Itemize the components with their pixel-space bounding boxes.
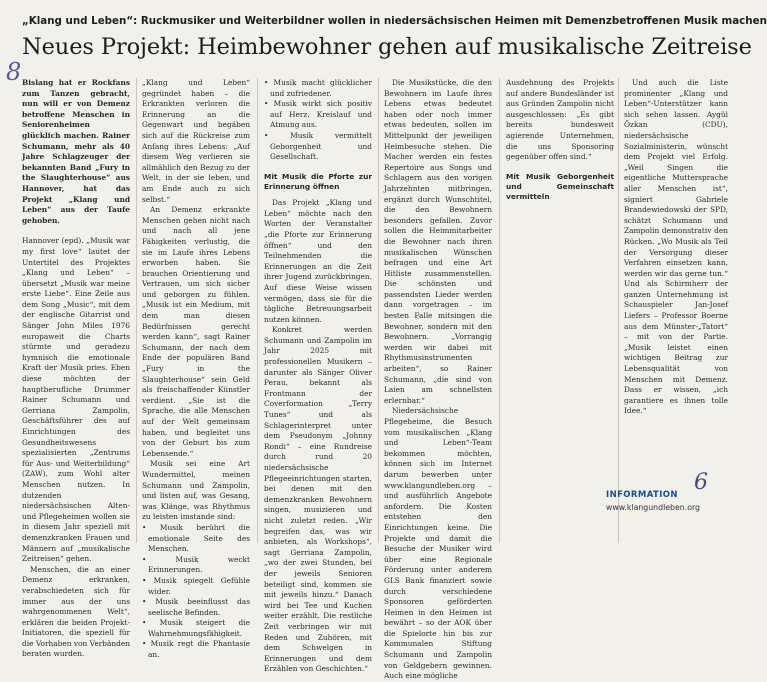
body-paragraph: Und auch die Liste prominenter „Klang und Leben“-Unterstützer kann sich sehen lassen. Aygül Özkan (CDU), niedersächsische Sozialministerin, wünscht dem Projekt viel Erfolg. „Weil Singen die eigentliche Muttersprache aller Menschen ist“, signiert Gabriele Brandewiedowski der SPD, schätzt Schumann und Zampolin demonstrativ den Rücken. „Wo Musik als Teil der Versorgung dieser Verfahren einsetzen kann, werden wir das gerne tun.“ Und als Schirmherr der ganzen Unternehmung ist Schauspieler Jan-Josef Liefers – Professor Boerne aus dem Münster-„Tatort“ – mit von der Partie. „Musik leistet einen wichtigen Beitrag zur Lebensqualität von Menschen mit Demenz. Dass er wissen, „ich garantiere es ihnen tolle Idee.“ (624, 78, 728, 416)
column-divider (499, 78, 500, 543)
list-item: • Musik vermittelt Geborgenheit und Gesellschaft. (264, 131, 372, 163)
body-paragraph: Musik sei eine Art Wundermittel, meinen Schumann und Zampolin, und listen auf, was Gesang, was Klänge, was Rhythmus zu leisten imstande sind: (142, 459, 250, 522)
article-lead: Bislang hat er Rockfans zum Tanzen gebracht, nun will er von Demenz betroffene Menschen in Seniorenheimen glücklich machen. Rainer Schumann, mehr als 40 Jahre Schlagzeuger der bekannten Band „Fury in the Slaughterhouse“ aus Hannover, hat das Projekt „Klang und Leben“ aus der Taufe gehoben. (22, 78, 130, 225)
list-item: • Musik steigert die Wahrnehmungsfähigkeit. (142, 618, 250, 639)
body-paragraph: An Demenz erkrankte Menschen gehen nicht nach und nach all jene Fähigkeiten verlustig, die sie im Laufe ihres Lebens erworben haben. Sie brauchen Orientierung und Vertrauen, um sich sicher und geborgen zu fühlen. „Musik ist ein Medium, mit dem man diesen Bedürfnissen gerecht werden kann“, sagt Rainer Schumann, der nach dem Ende der populären Band „Fury in the Slaughterhouse“ sein Geld als freischaffender Künstler verdient. „Sie ist die Sprache, die alle Menschen auf der Welt gemeinsam haben, und begleitet uns von der Geburt bis zum Lebensende.“ (142, 205, 250, 458)
list-item: • Musik berührt die emotionale Seite des Menschen. (142, 523, 250, 555)
list-item: • Musik wirkt sich positiv auf Herz, Kreislauf und Atmung aus. (264, 99, 372, 131)
article-column-6 (624, 78, 728, 548)
handwritten-page-mark: 6 (694, 470, 708, 495)
body-paragraph: Das Projekt „Klang und Leben“ möchte nach den Worten der Veranstalter „die Pforte zur Erinnerung öffnen“ und den Teilnehmenden die Erinnerungen an die Zeit ihrer Jugend zurückbringen. Auf diese Weise wissen vermögen, dass sie für die tägliche Betreuungsarbeit nutzen können. (264, 198, 372, 324)
info-box (506, 490, 726, 512)
body-paragraph: Hannover (epd). „Musik war my first love“ lautet der Untertitel des Projektes „Klang und Leben“ – übersetzt „Musik war meine erste Liebe“. Eine Zeile aus dem Song „Music“, mit dem der englische Gitarrist und Sänger John Miles 1976 europaweit die Charts stürmte und geradezu hymnisch die emotionale Kraft der Musik pries. Eben diese möchten der hauptberufliche Drummer Rainer Schumann und Gerriana Zampolin, Geschäftsführer des auf Einrichtungen des Gesundheitswesens spezialisierten „Zentrums für Aus- und Weiterbildung“ (ZAW), zum Wohl alter Menschen nutzen. In dutzenden niedersächsischen Alten- und Pflegeheimen wollen sie in diesem Jahr speziell mit demenzkranken Frauen und Männern auf „musikalische Zeitreisen“ gehen. (22, 236, 130, 564)
handwritten-mark: 8 (6, 58, 22, 86)
article-kicker: „Klang und Leben“: Ruckmusiker und Weiterbildner wollen in niedersächsischen Heimen mit Demenzbetroffenen Musik machen (22, 15, 767, 27)
list-item: • Musik regt die Phantasie an. (142, 639, 250, 660)
section-subhead: Mit Musik Geborgenheit und Gemeinschaft vermitteln (506, 171, 614, 202)
body-paragraph: Ausdehnung des Projekts auf andere Bundesländer ist aus Gründen Zampolin nicht ausgeschlossen: „Es gibt bereits bundesweit agierende Unternehmen, die uns Sponsoring gegenüber offen sind.“ (506, 78, 614, 162)
section-subhead: Mit Musik die Pforte zur Erinnerung öffnen (264, 171, 372, 191)
article-column-1 (22, 78, 130, 659)
body-paragraph: Konkret werden Schumann und Zampolin im Jahr 2025 mit professionellen Musikern – darunter als Sänger Oliver Perau, bekannt als Frontmann der Coverformation „Terry Tunes“ und als Schlagerinterpret unter dem Pseudonym „Johnny Rondi“ – eine Rundreise durch rund 20 niedersächsische Pflegeeinrichtungen starten, bei denen mit den demenzkranken Bewohnern singen, musizieren und nicht zuletzt reden. „Wir begreifen das, was wir anbieten, als Workshops“, sagt Gerriana Zampolin, „wo der zwei Stunden, bei der jeweils Senioren beteiligt sind, kommen sie mit jeweils hinzu.“ Danach wird bei Tee und Kuchen weiter erzählt. Die restliche Zeit verbringen wir mit Reden und Zuhören, mit dem Schwelgen in Erinnerungen und dem Erzählen von Geschichten.“ (264, 325, 372, 674)
list-item: • Musik macht glücklicher und zufriedener. (264, 78, 372, 99)
column-divider (136, 78, 137, 543)
list-item: • Musik spiegelt Gefühle wider. (142, 576, 250, 597)
list-item: • Musik beeinflusst das seelische Befinden. (142, 597, 250, 618)
info-label: INFORMATION (606, 490, 678, 500)
body-paragraph: Niedersächsische Pflegeheime, die Besuch vom musikalischen „Klang und Leben“-Team bekommen möchten, können sich im Internet darum bewerben unter www.klangundleben.org – und ausführlich Angebote anfordern. Die Kosten entstehen den Einrichtungen keine. Die Projekte und damit die Besuche der Musiker wird über eine Regionale Förderung unter anderem GLS Bank finanziert sowie durch verschiedene Sponsoren geförderten Heimen in den Heimen ist bewährt – so der AOK über die Spielorte hin bis zur Kommunalen Stiftung Schumann und Zampolin von Geldgebern gewinnen. Auch eine mögliche (384, 406, 492, 681)
music-effects-list (142, 523, 250, 661)
body-paragraph: „Klang und Leben“ gegründet haben – die Erkrankten verloren die Erinnerung an die Gegenwart und begäben sich auf die Rückreise zum Anfang ihres Lebens: „Auf diesem Weg verlieren sie allmählich den Bezug zu der Welt, in der sie leben, und am Ende auch zu sich selbst.“ (142, 78, 250, 204)
article-column-3 (264, 78, 373, 674)
article-column-2 (142, 78, 250, 660)
info-url[interactable]: www.klangundleben.org (606, 503, 700, 512)
article-column-4 (384, 78, 492, 681)
column-divider (257, 78, 258, 543)
list-item: • Musik weckt Erinnerungen. (142, 555, 250, 576)
music-effects-list-continued (264, 78, 372, 163)
body-paragraph: Die Musikstücke, die den Bewohnern im Laufe ihres Lebens etwas bedeutet haben oder noch immer etwas bedeuten, sollen im Mittelpunkt der jeweiligen Heimbesuche stehen. Die Macher werden ein festes Repertoire aus Songs und Schlagern aus den vorigen Jahrzehnten mitbringen, ergänzt durch Wunschtitel, die den Bewohnern besonders gefallen. Zuvor sollen die Heimmitarbeiter die Bewohner nach ihren musikalischen Wünschen befragen und eine Art Hitliste zusammenstellen. Die schönsten und passendsten Lieder werden dann vorgetragen – im besten Falle mitsingen die Bewohner, sondern mit den Bewohnern. „Vorrangig werden wir dabei mit Rhythmusinstrumenten arbeiten“, so Rainer Schumann, „die sind von Laien am schnellsten erlernbar.“ (384, 78, 492, 405)
body-paragraph: Menschen, die an einer Demenz erkranken, verabschiedeten sich für immer aus der uns wahrgenommenen Welt“, erklären die beiden Projekt-Initiatoren, die speziell für die Vorhaben von Verbänden beraten wurden. (22, 564, 130, 659)
column-divider (378, 78, 379, 543)
article-headline: Neues Projekt: Heimbewohner gehen auf musikalische Zeitreise (22, 34, 752, 60)
